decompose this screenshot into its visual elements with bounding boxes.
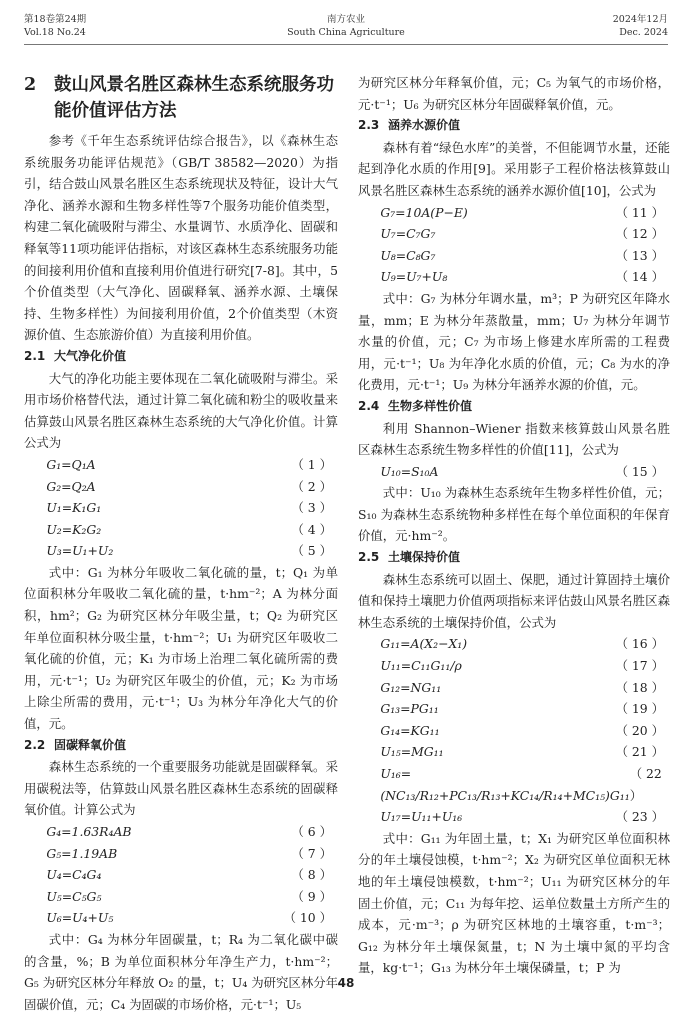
equation-number: （ 1 ） [291,456,332,472]
equation [358,461,670,483]
equation-number: （ 11 ） [615,204,664,220]
equation-number: （ 17 ） [615,658,664,674]
journal-volume: 第18卷第24期 Vol.18 No.24 [24,14,87,38]
issue-date: 2024年12月 Dec. 2024 [612,14,668,38]
equation-formula: G₁₄=KG₁₁ [380,722,440,738]
equation [24,540,338,562]
subsection-heading-2-5: 2.5 土壤保持价值 [358,550,461,565]
equation-number: （ 20 ） [615,722,664,738]
equation-number: （ 22 ） [629,766,662,803]
equation-number: （ 13 ） [615,247,664,263]
equation-number: （ 14 ） [615,269,664,285]
variable-description: 式中：G₁ 为林分年吸收二氧化硫的量，t；Q₁ 为单位面积林分年吸收二氧化硫的量，t·hm⁻²；A 为林分面积，hm²；G₂ 为研究区林分年吸尘量，t；Q₂ 为研究区年单位面积林分吸尘量，t·hm⁻²；U₁ 为研究区年吸收二氧化硫的价值，元；K₁ 为市场上治理二氧化硫所需的费用，元·t⁻¹；U₂ 为研究区年吸尘的价值，元；K₂ 为市场上除尘所需的费用，元·t⁻¹；U₃ 为林分年净化大气的价值，元。 [24,564,338,732]
equation-formula: U₂=K₂G₂ [46,521,102,537]
equation-number: （ 4 ） [291,521,332,537]
section-number: 2 [24,75,37,95]
variable-description: 式中：G₇ 为林分年调水量，m³；P 为研究区年降水量，mm；E 为林分年蒸散量，mm；U₇ 为林分年调节水量的价值，元；C₇ 为市场上修建水库所需的工程费用，元·t⁻¹；U₈ 为年净化水质的价值，元；C₈ 为水的净化费用，元·t⁻¹；U₉ 为林分年涵养水源的价值，元。 [358,290,670,393]
equation-number: （ 23 ） [615,809,664,825]
equation-number: （ 2 ） [291,478,332,494]
equation-formula: U₇=C₇G₇ [380,226,436,242]
equation-formula: U₁=K₁G₁ [46,500,102,516]
paragraph: 森林生态系统可以固土、保肥，通过计算固持土壤价值和保持土壤肥力价值两项指标来评估鼓山风景名胜区森林生态系统的土壤保持价值，公式为 [358,571,670,630]
paragraph: 大气的净化功能主要体现在二氧化硫吸附与滞尘。采用市场价格替代法，通过计算二氧化硫和粉尘的吸收量来估算鼓山风景名胜区森林生态系统的大气净化价值。计算公式为 [24,370,338,451]
equation-formula: U₅=C₅G₅ [46,888,102,904]
equation-number: （ 8 ） [291,867,332,883]
equation-formula: G₅=1.19AB [46,845,118,861]
equation-block [358,633,670,827]
intro-paragraph: 参考《千年生态系统评估综合报告》，以《森林生态系统服务功能评估规范》（GB/T 38582—2020）为指引，结合鼓山风景名胜区生态系统现状及特征，设计大气净化、涵养水源和生物多样性等7个服务功能价值类型，构建二氧化硫吸附与滞尘、水量调节、水质净化、固碳和释氧等11项功能评估指标，对该区森林生态系统服务功能的间接利用价值和直接利用价值进行研究[7-8]。其中，5个价值类型（大气净化、固碳释氧、涵养水源、土壤保持、生物多样性）为间接利用价值，2个价值类型（木资源价值、生态旅游价值）为直接利用价值。 [24,133,338,343]
equation-formula: U₁₁=C₁₁G₁₁/ρ [380,658,462,674]
section-title [24,72,338,124]
equation [24,864,338,886]
equation-number: （ 7 ） [291,845,332,861]
equation [358,806,670,828]
equation-number: （ 16 ） [615,636,664,652]
right-column [358,72,670,979]
equation [24,454,338,476]
subsection-heading-2-2: 2.2 固碳释氧价值 [24,737,127,752]
equation-formula: U₆=U₄+U₅ [46,910,114,926]
equation-formula: G₇=10A(P−E) [380,204,468,220]
equation-formula: G₁₁=A(X₂−X₁) [380,636,468,652]
equation-formula: U₁₅=MG₁₁ [380,744,444,760]
equation-formula: G₁₂=NG₁₁ [380,679,442,695]
equation-block [358,461,670,483]
equation [24,519,338,541]
equation [358,763,670,806]
equation [24,497,338,519]
equation-number: （ 19 ） [615,701,664,717]
journal-name: 南方农业 South China Agriculture [287,14,405,38]
paragraph: 森林有着“绿色水库”的美誉，不但能调节水量，还能起到净化水质的作用[9]。采用影子工程价格法核算鼓山风景名胜区森林生态系统的涵养水源价值[10]，公式为 [358,139,670,198]
equation [24,907,338,929]
equation-formula: G₁=Q₁A [46,456,96,472]
subsection-heading-2-4: 2.4 生物多样性价值 [358,398,473,413]
equation-formula: U₃=U₁+U₂ [46,543,114,559]
equation [24,476,338,498]
section-heading: 鼓山风景名胜区森林生态系统服务功能价值评估方法 [54,75,334,121]
paragraph: 森林生态系统的一个重要服务功能就是固碳释氧。采用碳税法等，估算鼓山风景名胜区森林生态系统的固碳释氧价值。计算公式为 [24,759,338,818]
subsection-heading-2-1: 2.1 大气净化价值 [24,348,127,363]
equation-formula: G₄=1.63R₄AB [46,824,132,839]
equation [358,698,670,720]
variable-description: 式中：G₁₁ 为年固土量，t；X₁ 为研究区单位面积林分的年土壤侵蚀模，t·hm⁻²；X₂ 为研究区单位面积无林地的年土壤侵蚀模数，t·hm⁻²；U₁₁ 为研究区林分的年固土价值，元；C₁₁ 为每年挖、运单位数量土方所产生的成本，元·m⁻³；ρ 为研究区林地的土壤容重，t·m⁻³；G₁₂ 为林分年土壤保氮量，t；N 为土壤中氮的平均含量，kg·t⁻¹；G₁₃ 为林分年土壤保磷量，t；P 为 [358,830,670,976]
equation [358,633,670,655]
equation-formula: U₄=C₄G₄ [46,867,102,883]
equation [358,202,670,224]
variable-description: 式中：G₄ 为林分年固碳量，t；R₄ 为二氧化碳中碳的含量，%；B 为单位面积林分年净生产力，t·hm⁻²；G₅ 为研究区林分年释放 O₂ 的量，t；U₄ 为研究区林分年固碳价值，元；C₄ 为固碳的市场价格，元·t⁻¹；U₅ [24,931,338,1012]
equation-number: （ 12 ） [615,226,664,242]
page-number: 48 [337,976,355,990]
equation [358,655,670,677]
equation-number: （ 9 ） [291,888,332,904]
equation [358,677,670,699]
equation-number: （ 21 ） [615,744,664,760]
equation [358,720,670,742]
equation-formula: G₂=Q₂A [46,478,96,494]
equation-number: （ 6 ） [291,824,332,839]
equation [358,741,670,763]
equation [358,223,670,245]
equation-block [358,202,670,288]
equation-block [24,454,338,562]
left-column [24,72,338,1015]
subsection-heading-2-3: 2.3 涵养水源价值 [358,118,461,133]
running-header [24,10,668,45]
equation-formula: U₁₇=U₁₁+U₁₆ [380,809,463,825]
paragraph: 利用 Shannon–Wiener 指数来核算鼓山风景名胜区森林生态系统生物多样性的价值[11]，公式为 [358,420,670,458]
equation-number: （ 5 ） [291,543,332,559]
equation-number: （ 3 ） [291,500,332,516]
equation-formula: U₁₆=(NC₁₃/R₁₂+PC₁₃/R₁₃+KC₁₄/R₁₄+MC₁₅)G₁₁ [380,766,630,803]
equation-formula: U₈=C₈G₇ [380,247,436,263]
equation [24,886,338,908]
variable-description: 式中：U₁₀ 为森林生态系统年生物多样性价值，元；S₁₀ 为森林生态系统物种多样性在每个单位面积的年保育价值，元·hm⁻²。 [358,485,670,544]
equation-number: （ 18 ） [615,679,664,695]
equation-number: （ 10 ） [283,910,332,926]
equation [358,245,670,267]
equation [358,266,670,288]
equation [24,843,338,865]
equation-formula: G₁₃=PG₁₁ [380,701,439,717]
continued-paragraph: 为研究区林分年释氧价值，元；C₅ 为氧气的市场价格，元·t⁻¹；U₆ 为研究区林分年固碳释氧价值，元。 [358,75,670,112]
equation [24,821,338,843]
equation-formula: U₉=U₇+U₈ [380,269,448,285]
equation-block [24,821,338,929]
equation-number: （ 15 ） [615,463,664,479]
equation-formula: U₁₀=S₁₀A [380,463,439,479]
